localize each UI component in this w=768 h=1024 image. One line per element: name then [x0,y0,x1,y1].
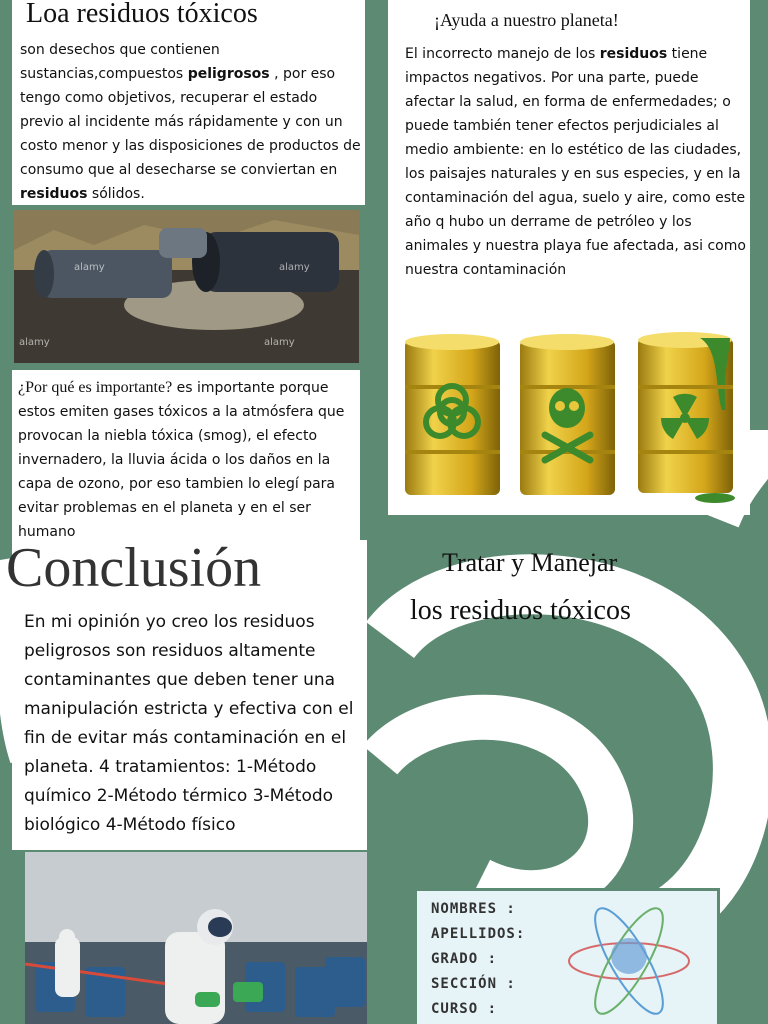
photo-dumped-barrels [14,210,359,363]
panel-help-planet [388,0,750,515]
skull-barrel [520,334,615,495]
atom-icon [559,901,699,1021]
importance-question: ¿Por qué es importante? [18,379,173,396]
help-heading: ¡Ayuda a nuestro planeta! [434,10,619,30]
form-field-grado: GRADO : [431,951,498,967]
treat-title-line2: los residuos tóxicos [410,595,631,626]
biohazard-barrel [405,334,500,495]
form-field-curso: CURSO : [431,1001,498,1017]
panel-conclusion [6,537,367,850]
radioactive-barrel [638,332,735,503]
form-field-apellidos: APELLIDOS: [431,926,526,942]
barrel-left [34,250,172,298]
importance-text: ¿Por qué es importante? es importante porque estos emiten gases tóxicos a la atmósfera que provocan la niebla tóxica (smog), el efecto invernadero, la lluvia ácida o los daños en la capa de ozono, por eso tambien lo elegí para evitar problemas en el planeta y en el ser humano [18,379,345,540]
photo-hazmat-workers [25,852,367,1024]
treat-title-line1: Tratar y Manejar [442,548,618,577]
hazmat-worker-background [55,929,80,997]
hazard-barrels-illustration [400,330,745,505]
panel-definition [12,0,365,205]
conclusion-text: En mi opinión yo creo los residuos peligrosos son residuos altamente contaminantes que deben tener una manipulación estricta y efectiva con el fin de evitar más contaminación en el planeta. 4 tratamientos: 1-Método químico 2-Método térmico 3-Método biológico 4-Método físico [24,612,354,835]
hazmat-scene [25,852,367,1024]
barrel-right [192,232,339,292]
watermark-text: alamy [19,337,50,348]
panel-importance [12,370,360,540]
watermark-text: alamy [279,262,310,273]
panel-treat-manage [388,540,748,635]
watermark-text: alamy [264,337,295,348]
student-info-form [414,888,720,1024]
form-field-nombres: NOMBRES : [431,901,516,917]
barrels-scene [14,210,359,363]
conclusion-title: Conclusión [6,537,262,599]
definition-text: son desechos que contienen sustancias,compuestos peligrosos , por eso tengo como objetivos, recuperar el estado previo al incidente más rápidamente y con un costo menor y las disposiciones de productos de consumo que al desecharse se conviertan en residuos sólidos. [20,42,361,202]
form-field-seccion: SECCIÓN : [431,976,516,992]
watermark-text: alamy [74,262,105,273]
help-text: El incorrecto manejo de los residuos tiene impactos negativos. Por una parte, puede afectar la salud, en forma de enfermedades; o puede también tener efectos perjudiciales al medio ambiente: en lo estético de las ciudades, los paisajes naturales y en sus especies, y en la contaminación del agua, suelo y aire, como este año q hubo un derrame de petróleo y los animales y nuestra playa fue afectada, asi como nuestra contaminación [405,46,746,278]
panel-title: Loa residuos tóxicos [26,0,258,29]
